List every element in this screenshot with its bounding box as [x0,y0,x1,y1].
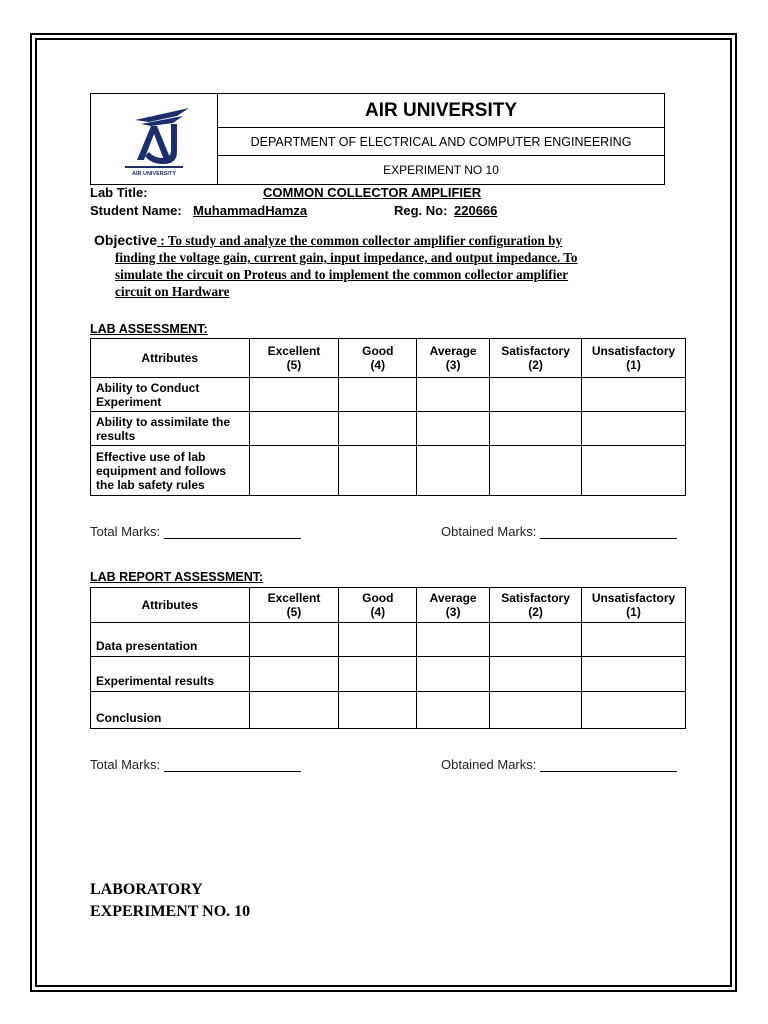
reg-no-label: Reg. No: [394,203,448,218]
total-marks-field[interactable] [164,526,301,539]
student-name-value: MuhammadHamza [193,203,308,218]
header-excellent: Excellent (5) [249,588,339,623]
score-cell[interactable] [417,657,490,692]
obtained-marks-field[interactable] [540,759,677,772]
lab-obtained-marks [441,524,677,539]
score-cell[interactable] [417,692,490,729]
total-marks-label: Total Marks: [90,524,161,539]
header-good: Good (4) [339,588,417,623]
score-cell[interactable] [490,623,582,657]
score-cell[interactable] [490,692,582,729]
row-attribute: Ability to Conduct Experiment [91,378,250,412]
score-cell[interactable] [490,446,582,496]
header-good: Good (4) [339,339,417,378]
score-cell[interactable] [582,657,686,692]
lab-title-label: Lab Title: [90,185,148,200]
objective-colon: : [157,233,168,248]
score-cell[interactable] [249,623,339,657]
table-header-row [91,339,686,378]
au-logo-icon [91,94,216,182]
score-cell[interactable] [339,692,417,729]
score-cell[interactable] [249,657,339,692]
score-cell[interactable] [339,623,417,657]
report-obtained-marks [441,757,677,772]
obtained-marks-field[interactable] [540,526,677,539]
header-unsatisfactory: Unsatisfactory (1) [582,588,686,623]
score-cell[interactable] [339,657,417,692]
lab-title-value: COMMON COLLECTOR AMPLIFIER [263,185,482,200]
header-box [90,93,665,185]
report-assessment-title: LAB REPORT ASSESSMENT: [90,570,264,584]
objective-line-4: circuit on Hardware [115,284,230,299]
header-excellent: Excellent (5) [249,339,339,378]
score-cell[interactable] [582,623,686,657]
score-cell[interactable] [582,378,686,412]
university-logo [91,94,218,184]
table-row [91,692,686,729]
objective-line-1: To study and analyze the common collector amplifier configuration by [167,233,563,248]
score-cell[interactable] [417,446,490,496]
table-row [91,412,686,446]
header-average: Average (3) [417,339,490,378]
score-cell[interactable] [249,692,339,729]
score-cell[interactable] [339,412,417,446]
report-assessment-table [90,587,686,729]
student-name-label: Student Name: [90,203,182,218]
table-header-row [91,588,686,623]
experiment-number: EXPERIMENT NO 10 [383,163,499,177]
lab-total-marks [90,524,301,539]
table-row [91,623,686,657]
row-attribute: Ability to assimilate the results [91,412,250,446]
table-row [91,657,686,692]
score-cell[interactable] [490,412,582,446]
score-cell[interactable] [339,446,417,496]
row-attribute: Data presentation [91,623,250,657]
objective-line-3: simulate the circuit on Proteus and to implement the common collector amplifier [115,267,569,282]
report-total-marks [90,757,301,772]
header-attributes: Attributes [91,588,250,623]
objective-label: Objective [94,232,158,248]
obtained-marks-label: Obtained Marks: [441,757,537,772]
header-average: Average (3) [417,588,490,623]
department-name: DEPARTMENT OF ELECTRICAL AND COMPUTER ENGINEERING [218,128,664,156]
obtained-marks-label: Obtained Marks: [441,524,537,539]
score-cell[interactable] [417,623,490,657]
score-cell[interactable] [249,412,339,446]
score-cell[interactable] [582,692,686,729]
reg-no-value: 220666 [454,203,498,218]
score-cell[interactable] [582,412,686,446]
score-cell[interactable] [339,378,417,412]
objective-line-2: finding the voltage gain, current gain, input impedance, and output impedance. To [115,250,578,265]
score-cell[interactable] [417,412,490,446]
header-unsatisfactory: Unsatisfactory (1) [582,339,686,378]
score-cell[interactable] [249,446,339,496]
lab-assessment-table [90,338,686,496]
header-satisfactory: Satisfactory (2) [490,588,582,623]
lab-assessment-title: LAB ASSESSMENT: [90,322,208,336]
total-marks-field[interactable] [164,759,301,772]
row-attribute: Conclusion [91,692,250,729]
total-marks-label: Total Marks: [90,757,161,772]
experiment-line: EXPERIMENT NO. 10 [90,903,251,920]
row-attribute: Experimental results [91,657,250,692]
header-attributes: Attributes [91,339,250,378]
laboratory-line: LABORATORY [90,881,203,898]
table-row [91,378,686,412]
score-cell[interactable] [582,446,686,496]
header-satisfactory: Satisfactory (2) [490,339,582,378]
score-cell[interactable] [490,378,582,412]
row-attribute: Effective use of lab equipment and follows the lab safety rules [91,446,250,496]
score-cell[interactable] [249,378,339,412]
score-cell[interactable] [490,657,582,692]
table-row [91,446,686,496]
logo-text: AIR UNIVERSITY [131,171,177,177]
laboratory-heading [90,879,250,923]
university-name: AIR UNIVERSITY [218,94,664,128]
score-cell[interactable] [417,378,490,412]
objective-paragraph [94,232,674,300]
